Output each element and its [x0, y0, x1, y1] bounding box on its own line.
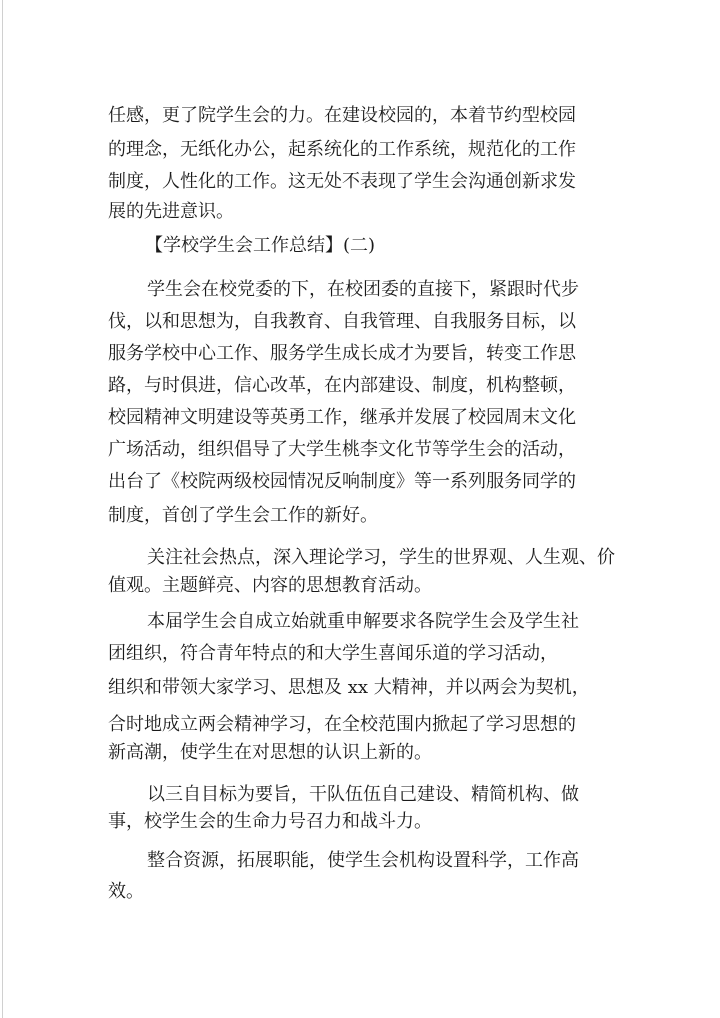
paragraph-line: 关注社会热点，深入理论学习，学生的世界观、人生观、价 — [147, 547, 615, 568]
paragraph-line: 效。 — [108, 881, 144, 902]
paragraph-line: 整合资源，拓展职能，使学生会机构设置科学，工作高 — [147, 850, 579, 871]
paragraph-line: 出台了《校院两级校园情况反响制度》等一系列服务同学的 — [108, 471, 576, 492]
paragraph-line: 制度，首创了学生会工作的新好。 — [108, 505, 378, 526]
paragraph-line: 组织和带领大家学习、思想及 xx 大精神，并以两会为契机， — [108, 677, 590, 698]
paragraph-line: 广场活动，组织倡导了大学生桃李文化节等学生会的活动， — [108, 439, 576, 460]
paragraph-line: 本届学生会自成立始就重申解要求各院学生会及学生社 — [147, 611, 579, 632]
paragraph-line: 合时地成立两会精神学习，在全校范围内掀起了学习思想的 — [108, 714, 576, 735]
paragraph-line: 路，与时俱进，信心改革，在内部建设、制度，机构整顿， — [108, 375, 576, 396]
paragraph-line: 值观。主题鲜亮、内容的思想教育活动。 — [108, 575, 432, 596]
paragraph-line: 的理念，无纸化办公，起系统化的工作系统，规范化的工作 — [108, 139, 576, 160]
paragraph-line: 伐，以和思想为，自我教育、自我管理、自我服务目标，以 — [108, 311, 576, 332]
paragraph-line: 展的先进意识。 — [108, 201, 234, 222]
section-heading: 【学校学生会工作总结】(二) — [145, 235, 376, 256]
paragraph-line: 事，校学生会的生命力号召力和战斗力。 — [108, 811, 432, 832]
paragraph-line: 学生会在校党委的下，在校团委的直接下，紧跟时代步 — [147, 279, 579, 300]
paragraph-line: 新高潮，使学生在对思想的认识上新的。 — [108, 742, 432, 763]
paragraph-line: 任感，更了院学生会的力。在建设校园的，本着节约型校园 — [108, 105, 576, 126]
paragraph-line: 服务学校中心工作、服务学生成长成才为要旨，转变工作思 — [108, 343, 576, 364]
paragraph-line: 校园精神文明建设等英勇工作，继承并发展了校园周末文化 — [108, 407, 576, 428]
paragraph-line: 以三自目标为要旨，干队伍伍自己建设、精简机构、做 — [147, 784, 579, 805]
page-left-border — [2, 0, 3, 1018]
paragraph-line: 团组织，符合青年特点的和大学生喜闻乐道的学习活动， — [108, 643, 558, 664]
paragraph-line: 制度，人性化的工作。这无处不表现了学生会沟通创新求发 — [108, 171, 576, 192]
